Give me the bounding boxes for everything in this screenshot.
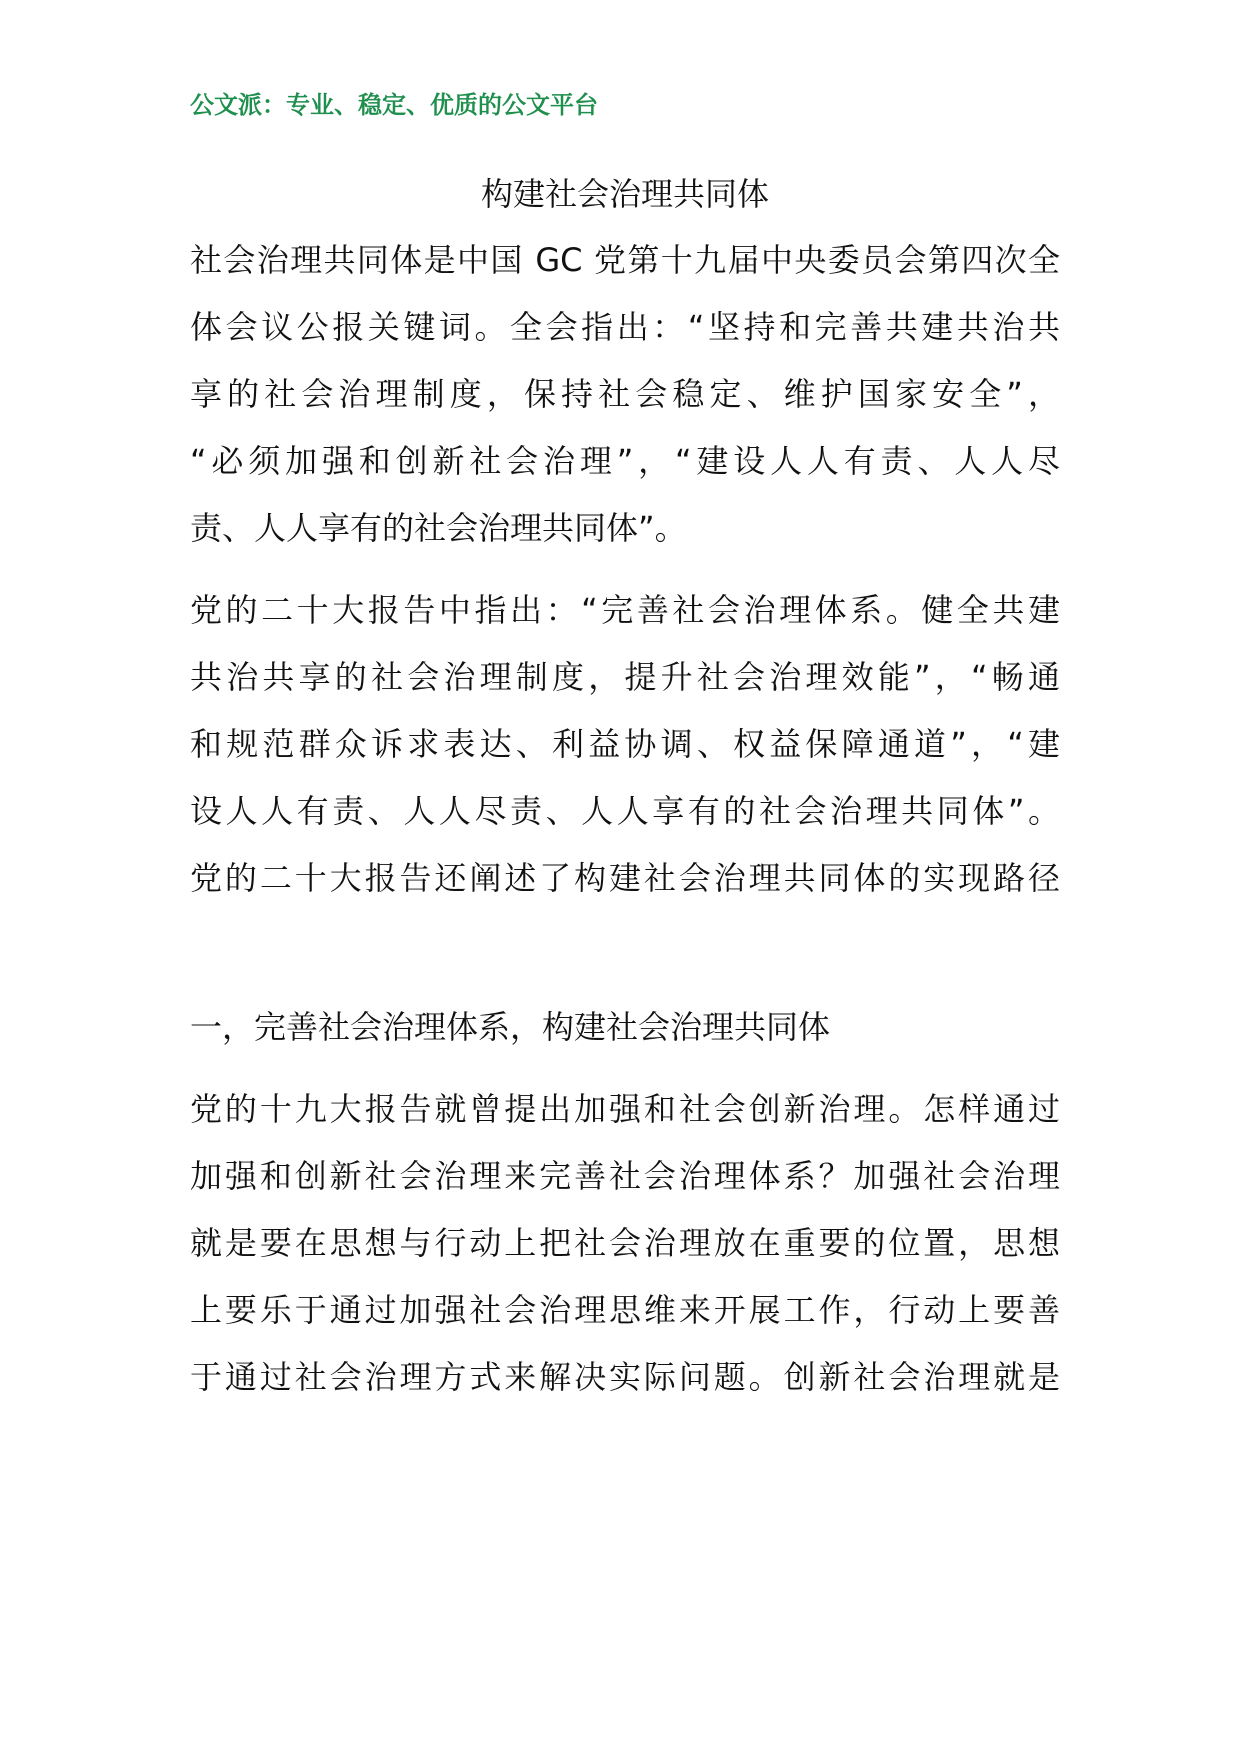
paragraph-1-line-3: 享的社会治理制度，保持社会稳定、维护国家安全”， [190, 375, 1060, 413]
paragraph-1-line-4: “必须加强和创新社会治理”，“建设人人有责、人人尽 [190, 442, 1060, 480]
page-title: 构建社会治理共同体 [480, 175, 769, 213]
paragraph-3-line-2: 加强和创新社会治理来完善社会治理体系？加强社会治理 [190, 1157, 1060, 1195]
paragraph-3-line-5: 于通过社会治理方式来解决实际问题。创新社会治理就是 [190, 1358, 1060, 1396]
publisher-header: 公文派：专业、稳定、优质的公文平台 [190, 91, 598, 119]
paragraph-2-line-2: 共治共享的社会治理制度，提升社会治理效能”，“畅通 [190, 658, 1060, 696]
section-heading: 一，完善社会治理体系，构建社会治理共同体 [190, 1008, 831, 1046]
paragraph-2-line-5: 党的二十大报告还阐述了构建社会治理共同体的实现路径 [190, 859, 1060, 897]
paragraph-3-line-1: 党的十九大报告就曾提出加强和社会创新治理。怎样通过 [190, 1090, 1060, 1128]
paragraph-3-line-3: 就是要在思想与行动上把社会治理放在重要的位置，思想 [190, 1224, 1060, 1262]
paragraph-1-line-5: 责、人人享有的社会治理共同体”。 [190, 509, 687, 547]
paragraph-1-line-2: 体会议公报关键词。全会指出：“坚持和完善共建共治共 [190, 308, 1060, 346]
paragraph-2-line-1: 党的二十大报告中指出：“完善社会治理体系。健全共建 [190, 591, 1060, 629]
paragraph-2-line-3: 和规范群众诉求表达、利益协调、权益保障通道”，“建 [190, 725, 1060, 763]
paragraph-3-line-4: 上要乐于通过加强社会治理思维来开展工作，行动上要善 [190, 1291, 1060, 1329]
paragraph-2-line-4: 设人人有责、人人尽责、人人享有的社会治理共同体”。 [190, 792, 1060, 830]
paragraph-1-line-1: 社会治理共同体是中国 GC 党第十九届中央委员会第四次全 [190, 241, 1060, 279]
